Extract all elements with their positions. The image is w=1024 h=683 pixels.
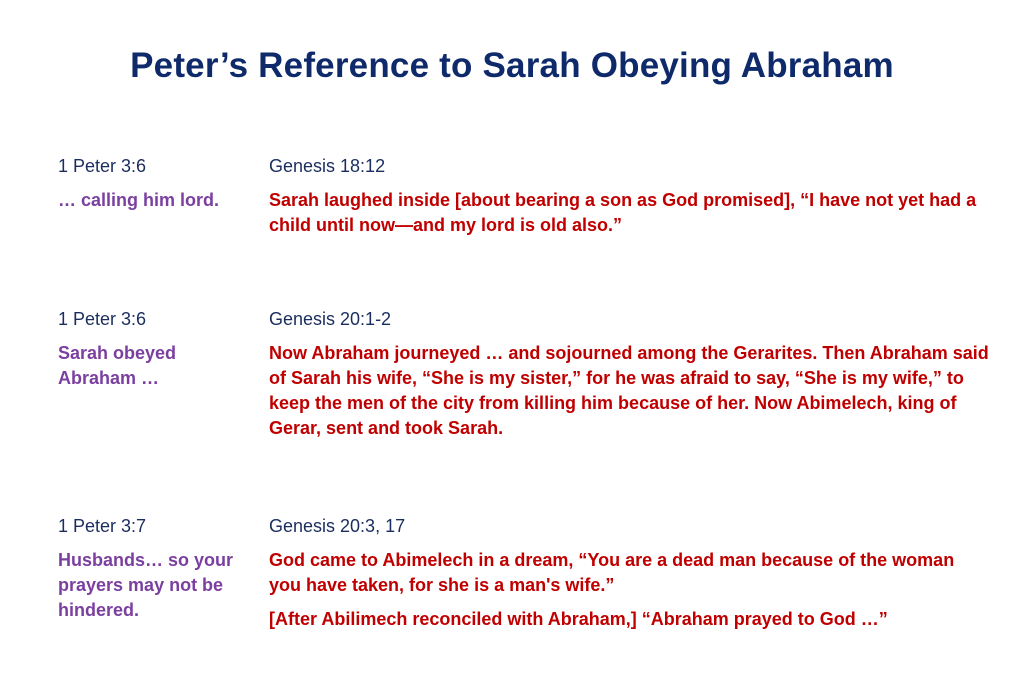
genesis-quote-3b: [After Abilimech reconciled with Abraham,] “Abraham prayed to God …” — [269, 609, 888, 629]
peter-reference-1: 1 Peter 3:6 — [58, 156, 147, 176]
genesis-quote-1: Sarah laughed inside [about bearing a son as God promised], “I have not yet had a child until now—and my lord is old also.” — [269, 190, 977, 235]
genesis-reference-3: Genesis 20:3, 17 — [269, 516, 406, 536]
genesis-quote-3: God came to Abimelech in a dream, “You are a dead man because of the woman you have taken, for she is a man's wife.” — [269, 550, 955, 595]
peter-quote-2: Sarah obeyed Abraham … — [58, 343, 177, 388]
peter-quote-1: … calling him lord. — [58, 190, 220, 210]
genesis-quote-2: Now Abraham journeyed … and sojourned among the Gerarites. Then Abraham said of Sarah his wife, “She is my sister,” for he was afraid to say, “She is my wife,” to keep the men of the city from killing him because of her. Now Abimelech, king of Gerar, sent and took Sarah. — [269, 343, 989, 438]
page-title: Peter’s Reference to Sarah Obeying Abraham — [130, 46, 894, 85]
peter-reference-3: 1 Peter 3:7 — [58, 516, 147, 536]
peter-quote-3: Husbands… so your prayers may not be hindered. — [58, 550, 234, 620]
genesis-reference-2: Genesis 20:1-2 — [269, 309, 392, 329]
genesis-reference-1: Genesis 18:12 — [269, 156, 386, 176]
peter-reference-2: 1 Peter 3:6 — [58, 309, 147, 329]
